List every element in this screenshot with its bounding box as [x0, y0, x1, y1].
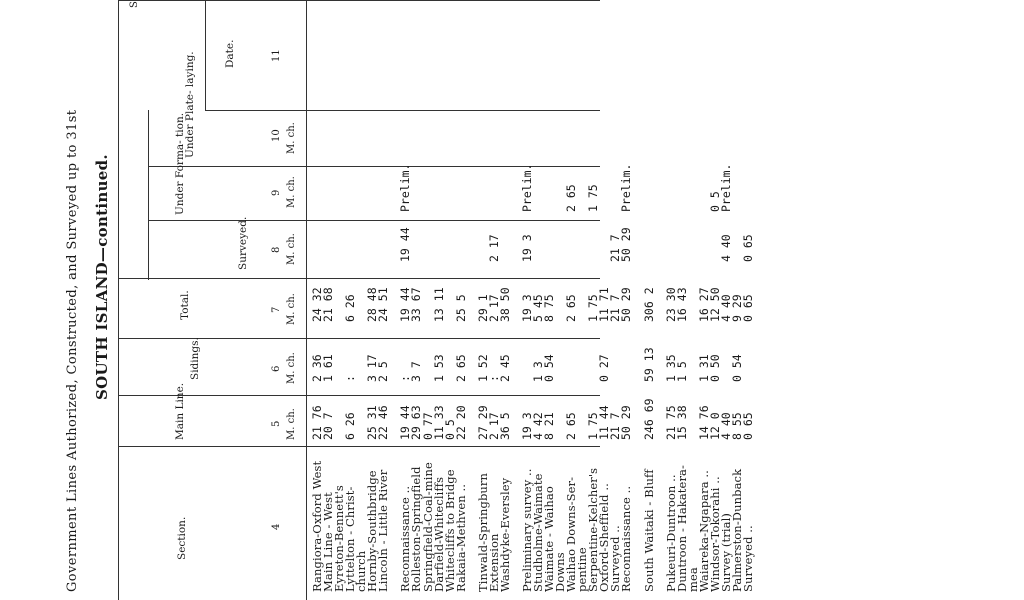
cell-section: Lyttelton - Christ- [343, 486, 358, 592]
cell-section: Reconnaissance .. [398, 485, 413, 592]
cell-total: 50 29 [619, 287, 634, 322]
header-surveyed: Surveyed. [237, 216, 249, 270]
cell-total: 0 65 [740, 294, 755, 322]
cell-section: Palmerston-Dunback [729, 468, 744, 592]
cell-section: Springfield-Coal-mine [420, 462, 435, 592]
cell-under-formation: 2 65 [564, 184, 579, 212]
cell-total: 23 30 [663, 287, 678, 322]
cell-main-line: 8 21 [542, 412, 557, 440]
header-sidings: Sidings. [189, 337, 201, 380]
cell-surveyed: 4 40 [718, 234, 733, 262]
cell-main-line: 2 17 [486, 412, 501, 440]
cell-total: 28 48 [365, 287, 380, 322]
cell-surveyed: 21 7 [608, 234, 623, 262]
cell-main-line: 27 29 [475, 405, 490, 440]
cell-sidings: 3 17 [365, 354, 380, 382]
cell-section: Rolleston-Springfield [409, 466, 424, 592]
header-group-rule [148, 110, 149, 280]
cell-under-formation: Prelim. [519, 163, 534, 212]
cell-section: Oxford-Sheffield .. [597, 483, 612, 592]
col-rule-8 [148, 220, 600, 221]
units-surveyed: M. ch. [286, 233, 297, 265]
cell-main-line: 20 7 [321, 412, 336, 440]
cell-total: 38 50 [497, 287, 512, 322]
cell-under-formation: Prelim. [619, 163, 634, 212]
cell-section: Rangiora-Oxford West [310, 460, 324, 592]
cell-main-line: 29 63 [409, 405, 424, 440]
cell-main-line: 21 75 [663, 405, 678, 440]
cell-total: 16 27 [696, 287, 711, 322]
cell-sidings: 0 54 [729, 354, 744, 382]
cell-total: 2 65 [564, 294, 579, 322]
cell-sidings: 2 36 [310, 354, 324, 382]
cell-section: Rakaia-Methven .. [453, 483, 468, 592]
cell-main-line: 15 38 [674, 405, 689, 440]
col-rule-4 [118, 446, 600, 447]
col-number-7: 7 [271, 306, 282, 313]
cell-sidings: 2 5 [376, 361, 391, 382]
cell-section: Waihao Downs-Ser- [564, 476, 579, 592]
col-number-8: 8 [271, 246, 282, 253]
cell-total: 11 71 [597, 287, 612, 322]
cell-section: Waimate - Waihao [542, 486, 557, 592]
cell-main-line: 246 69 [641, 398, 656, 440]
units-platelaying: M. ch. [286, 122, 297, 154]
cell-total: 33 67 [409, 287, 424, 322]
units-formation: M. ch. [286, 176, 297, 208]
cell-section: Washdyke-Eversley [497, 477, 512, 592]
header-total: Total. [179, 290, 191, 320]
col-number-6: 6 [271, 365, 282, 372]
cell-main-line: 19 44 [398, 405, 413, 440]
cell-main-line: 0 65 [740, 412, 755, 440]
header-main-line: Main Line. [174, 382, 186, 440]
cell-main-line: 11 44 [597, 405, 612, 440]
cell-main-line: 22 20 [453, 405, 468, 440]
cell-total: 29 1 [475, 294, 490, 322]
cell-total: 19 44 [398, 287, 413, 322]
cell-total: 8 75 [542, 294, 557, 322]
col-rule-7 [118, 278, 600, 279]
cell-under-formation: Prelim. [398, 163, 413, 212]
cell-main-line: 11 33 [431, 405, 446, 440]
header-under-formation: Under Forma- tion. [174, 112, 186, 215]
cell-section: Tinwald-Springburn [475, 472, 490, 592]
col-rule-10 [205, 110, 600, 111]
cell-sidings: 1 3 [531, 361, 545, 382]
cell-under-formation: 1 75 [586, 184, 601, 212]
header-bottom-rule [306, 0, 307, 600]
cell-main-line: 0 77 [420, 412, 435, 440]
cell-surveyed: 50 29 [619, 227, 634, 262]
cell-surveyed: 19 3 [519, 234, 534, 262]
cell-section: Eyreton-Bennett's [332, 485, 347, 592]
cell-total: 1 75 [586, 294, 601, 322]
cell-under-formation: 0 5 [707, 191, 722, 212]
cell-main-line: 21 76 [310, 405, 324, 440]
cell-main-line: 8 55 [729, 412, 744, 440]
col-number-10: 10 [271, 129, 282, 142]
cell-section: Surveyed .. [608, 525, 623, 592]
cell-section: Waiareka-Ngapara .. [696, 470, 711, 592]
cell-main-line: 6 26 [343, 412, 358, 440]
page-title: Government Lines Authorized, Constructed, and Surveyed up to 31st [65, 109, 80, 592]
cell-total: 21 7 [608, 294, 623, 322]
cell-sidings: 59 13 [641, 347, 656, 382]
cell-section: Serpentine-Kelcher's [586, 467, 601, 592]
cell-sidings: 0 50 [707, 354, 722, 382]
cell-section: pentine [575, 547, 590, 592]
cell-main-line: 19 3 [519, 412, 534, 440]
cell-total: 24 51 [376, 287, 391, 322]
header-group-rule-2 [205, 0, 206, 110]
cell-total: 13 11 [431, 287, 446, 322]
header-under-platelaying: Under Plate- laying. [184, 51, 196, 158]
col-number-4: 4 [271, 523, 282, 530]
cell-total: 21 68 [321, 287, 336, 322]
cell-section: Hornby-Southbridge [365, 470, 380, 592]
cell-total: 6 26 [343, 294, 358, 322]
table-subtitle: SOUTH ISLAND—continued. [93, 154, 111, 400]
cell-sidings: 2 45 [497, 354, 512, 382]
cell-sidings: 2 65 [453, 354, 468, 382]
cell-surveyed: 19 44 [398, 227, 413, 262]
cell-section: South Waitaki - Bluff [641, 469, 656, 592]
cell-main-line: 0 5 [442, 419, 457, 440]
cell-section: Pukeuri-Duntroon .. [663, 474, 678, 592]
col-number-11: 11 [271, 49, 282, 62]
cell-under-formation: Prelim. [718, 163, 733, 212]
cell-section: Reconnaissance .. [619, 485, 634, 592]
cell-sidings: 0 54 [542, 354, 557, 382]
cell-main-line: 25 31 [365, 405, 380, 440]
cell-main-line: 4 40 [718, 412, 733, 440]
corner-letter: S [129, 1, 140, 8]
cell-total: 4 40 [718, 294, 733, 322]
cell-section: Downs [553, 552, 568, 592]
cell-main-line: 50 29 [619, 405, 634, 440]
cell-sidings: 1 61 [321, 354, 336, 382]
cell-main-line: 21 7 [608, 412, 623, 440]
cell-sidings: 1 52 [475, 354, 490, 382]
cell-section: mea [685, 567, 700, 592]
units-total: M. ch. [286, 293, 297, 325]
cell-sidings: 3 7 [409, 361, 424, 382]
col-number-5: 5 [271, 420, 282, 427]
cell-total: 12 50 [707, 287, 722, 322]
cell-section: church [354, 550, 369, 592]
cell-sidings: : [486, 375, 501, 382]
date-top-rule [118, 0, 600, 1]
cell-surveyed: 0 65 [740, 234, 755, 262]
cell-main-line: 12 0 [707, 412, 722, 440]
cell-sidings: : [343, 375, 358, 382]
cell-section: Duntroon - Hakatera- [674, 465, 689, 592]
cell-total: 2 17 [486, 294, 501, 322]
cell-sidings: 1 35 [663, 354, 678, 382]
cell-surveyed: 2 17 [486, 234, 501, 262]
cell-main-line: 36 5 [497, 412, 512, 440]
cell-sidings: : [398, 375, 413, 382]
cell-main-line: 1 75 [586, 412, 601, 440]
cell-total: 24 32 [310, 287, 324, 322]
cell-main-line: 14 76 [696, 405, 711, 440]
cell-section: Extension [486, 533, 501, 592]
col-number-9: 9 [271, 189, 282, 196]
cell-total: 25 5 [453, 294, 468, 322]
cell-sidings: 1 31 [696, 354, 711, 382]
cell-total: 306 2 [641, 287, 656, 322]
cell-total: 16 43 [674, 287, 689, 322]
table-top-rule [118, 0, 119, 600]
header-date: Date. [224, 39, 236, 68]
units-sidings: M. ch. [286, 352, 297, 384]
cell-section: Main Line - West [321, 492, 336, 592]
cell-sidings: 1 53 [431, 354, 446, 382]
cell-section: Windsor-Tokorahi .. [707, 476, 722, 592]
cell-main-line: 4 42 [531, 412, 545, 440]
header-section: Section. [176, 516, 188, 560]
units-main: M. ch. [286, 408, 297, 440]
cell-section: Surveyed .. [740, 525, 755, 592]
cell-section: Preliminary survey .. [519, 468, 534, 592]
cell-section: Lincoln - Little River [376, 469, 391, 592]
col-rule-5 [118, 395, 600, 396]
cell-main-line: 2 65 [564, 412, 579, 440]
cell-sidings: 1 5 [674, 361, 689, 382]
cell-section: Survey (trial) [718, 513, 733, 592]
cell-section: Studholme-Waimate [531, 473, 545, 592]
cell-total: 9 29 [729, 294, 744, 322]
cell-main-line: 22 46 [376, 405, 391, 440]
cell-sidings: 0 27 [597, 354, 612, 382]
cell-section: Darfield-Whitecliffs [431, 476, 446, 592]
cell-section: Whitecliffs to Bridge [442, 469, 457, 592]
cell-total: 19 3 [519, 294, 534, 322]
cell-total: 5 45 [531, 294, 545, 322]
